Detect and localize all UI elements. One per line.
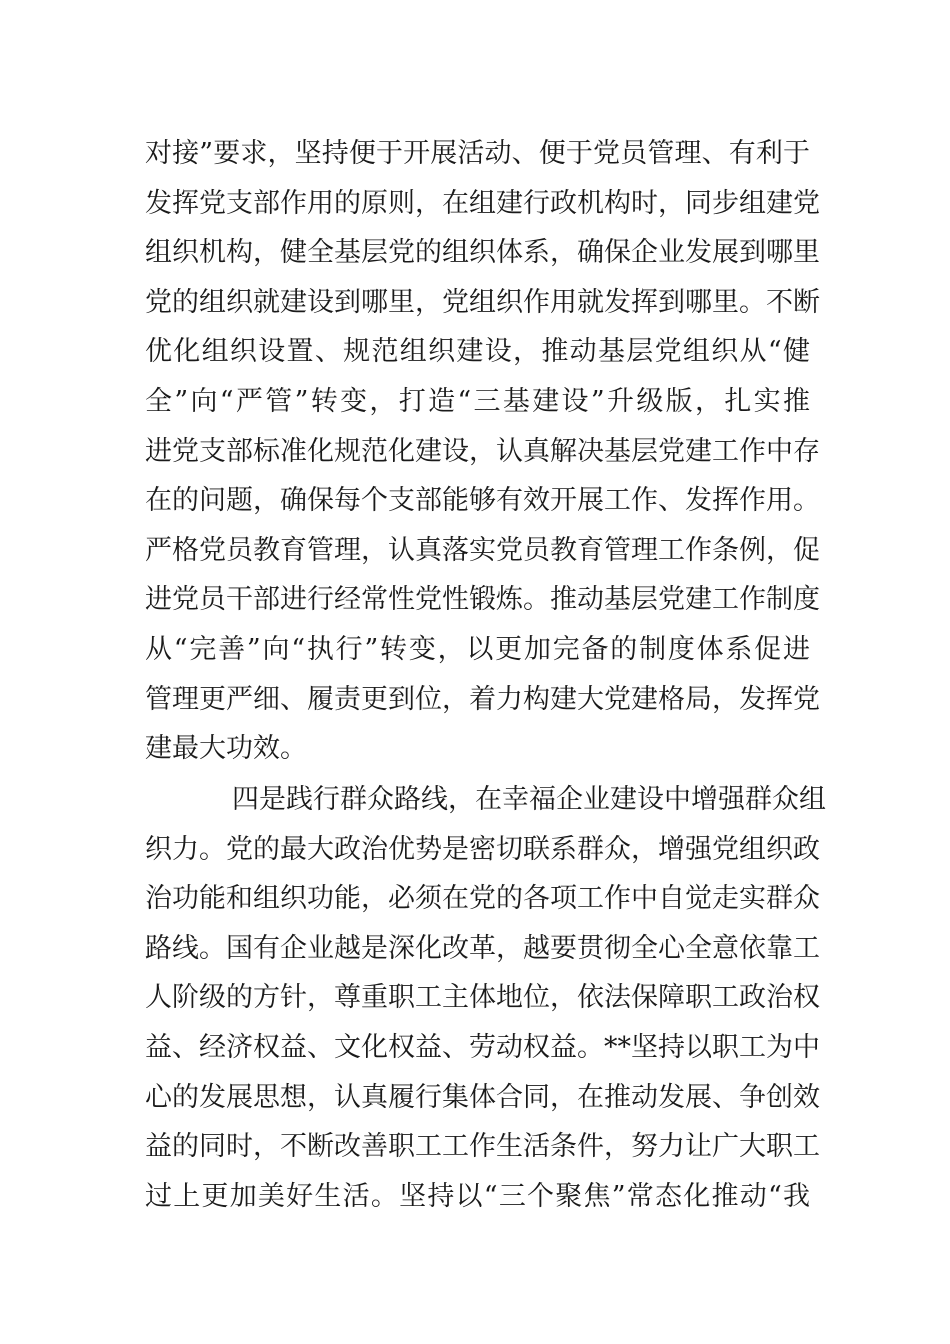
text-line: 全”向“严管”转变，打造“三基建设”升级版，扎实推: [145, 385, 810, 417]
text-line: 益的同时，不断改善职工工作生活条件，努力让广大职工: [145, 1131, 820, 1163]
paragraph-heading-line: 四是践行群众路线，在幸福企业建设中增强群众组: [232, 784, 826, 815]
text-line: 优化组织设置、规范组织建设，推动基层党组织从“健: [145, 336, 810, 368]
text-line: 在的问题，确保每个支部能够有效开展工作、发挥作用。: [145, 485, 820, 517]
text-line: 管理更严细、履责更到位，着力构建大党建格局，发挥党: [145, 683, 820, 715]
text-line: 建最大功效。: [145, 733, 307, 765]
text-line: 进党支部标准化规范化建设，认真解决基层党建工作中存: [145, 435, 820, 467]
text-line: 严格党员教育管理，认真落实党员教育管理工作条例，促: [145, 534, 820, 566]
text-line: 从“完善”向“执行”转变，以更加完备的制度体系促进: [145, 633, 810, 665]
text-line: 治功能和组织功能，必须在党的各项工作中自觉走实群众: [145, 883, 820, 915]
text-line: 益、经济权益、文化权益、劳动权益。**坚持以职工为中: [145, 1031, 820, 1063]
text-line: 组织机构，健全基层党的组织体系，确保企业发展到哪里: [145, 237, 820, 269]
text-line: 对接”要求，坚持便于开展活动、便于党员管理、有利于: [145, 138, 810, 169]
text-line: 发挥党支部作用的原则，在组建行政机构时，同步组建党: [145, 187, 820, 219]
text-line: 过上更加美好生活。坚持以“三个聚焦”常态化推动“我: [145, 1180, 810, 1212]
text-line: 心的发展思想，认真履行集体合同，在推动发展、争创效: [145, 1081, 820, 1113]
text-line: 织力。党的最大政治优势是密切联系群众，增强党组织政: [145, 833, 820, 865]
paragraph-mass-line: [145, 775, 826, 1221]
paragraph-organization-building: [145, 129, 820, 774]
text-line: 路线。国有企业越是深化改革，越要贯彻全心全意依靠工: [145, 932, 820, 964]
text-line: 人阶级的方针，尊重职工主体地位，依法保障职工政治权: [145, 982, 820, 1014]
text-line: 党的组织就建设到哪里，党组织作用就发挥到哪里。不断: [145, 286, 820, 318]
text-line: 进党员干部进行经常性党性锻炼。推动基层党建工作制度: [145, 584, 820, 616]
